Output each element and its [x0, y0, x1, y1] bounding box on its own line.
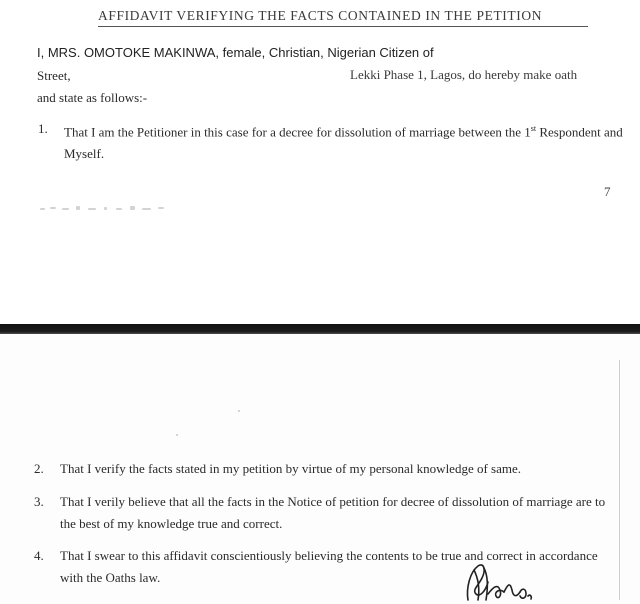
paragraph-number: 4.: [34, 548, 44, 563]
paragraph-text: That I swear to this affidavit conscientiously believing the contents to be true and correct in accordance with the Oaths law.: [60, 548, 598, 585]
paragraph-text: That I verify the facts stated in my petition by virtue of my personal knowledge of same.: [60, 461, 522, 476]
scan-edge-line: [619, 360, 620, 600]
paragraph-2: [34, 458, 624, 480]
paragraph-text-tail: Respondent and Myself.: [64, 124, 623, 162]
paragraph-text-main: That I am the Petitioner in this case for a decree for dissolution of marriage between the 1: [64, 124, 531, 140]
title-underline: [98, 26, 588, 27]
paragraph-number: 3.: [34, 494, 44, 509]
paragraph-text: That I verily believe that all the facts in the Notice of petition for decree of dissolution of marriage are to the best of my knowledge true and correct.: [60, 494, 606, 531]
signature-mark: [458, 560, 548, 604]
faded-stamp-mark: [38, 198, 178, 220]
paragraph-3: [34, 491, 624, 535]
ordinal-superscript: st: [530, 124, 537, 133]
paragraph-number: 2.: [34, 461, 44, 476]
intro-line-2-left: Street,: [37, 68, 71, 83]
paragraph-text: [64, 118, 624, 165]
intro-line-2-right: Lekki Phase 1, Lagos, do hereby make oath: [350, 67, 578, 82]
document-title: AFFIDAVIT VERIFYING THE FACTS CONTAINED IN THE PETITION: [98, 8, 543, 23]
scan-speck: [176, 434, 178, 436]
paragraph-1: [38, 118, 628, 164]
intro-line-3: and state as follows:-: [37, 90, 148, 105]
scan-speck: [238, 410, 240, 412]
paragraph-number: 1.: [38, 121, 48, 136]
page-number: 7: [604, 184, 611, 199]
intro-line-1: I, MRS. OMOTOKE MAKINWA, female, Christian, Nigerian Citizen of: [37, 45, 434, 60]
